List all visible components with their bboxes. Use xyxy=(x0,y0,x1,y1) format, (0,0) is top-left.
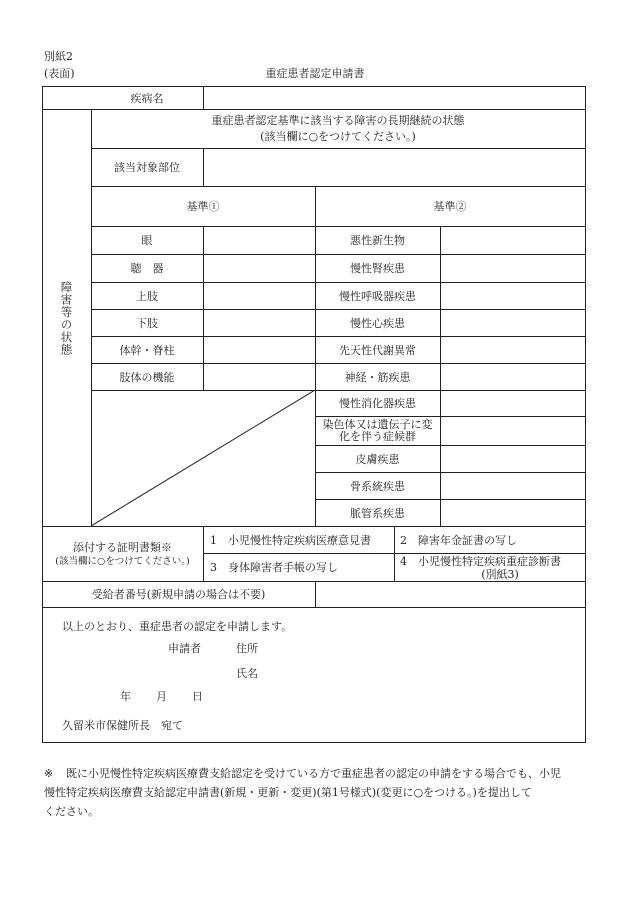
attachment-number: 別紙2 xyxy=(44,50,73,63)
criterion1-check-cell[interactable] xyxy=(204,337,315,363)
criterion2-header: 基準② xyxy=(433,200,467,213)
criterion2-item: 慢性消化器疾患 xyxy=(339,397,416,410)
criterion2-item: 慢性腎疾患 xyxy=(350,262,405,275)
target-part-field[interactable] xyxy=(204,149,585,186)
criterion1-check-cell[interactable] xyxy=(204,283,315,309)
criterion1-header: 基準① xyxy=(186,200,220,213)
criterion1-check-cell[interactable] xyxy=(204,364,315,390)
disease-name-label: 疾病名 xyxy=(130,91,164,105)
side-label: (表面) xyxy=(44,67,75,80)
name-field[interactable] xyxy=(262,663,572,683)
address-field[interactable] xyxy=(262,638,572,658)
criterion1-item: 下肢 xyxy=(136,316,158,330)
criterion1-item: 眼 xyxy=(141,234,153,247)
diagonal-strike xyxy=(91,390,315,526)
disability-status-label: 障害等の状態 xyxy=(59,280,74,356)
attachments-note: (該当欄に○をつけてください。) xyxy=(55,556,190,567)
criteria-note-line2: (該当欄に○をつけてください。) xyxy=(260,130,416,143)
criterion2-item: 皮膚疾患 xyxy=(355,452,400,466)
criterion2-item: 染色体又は遺伝子に変化を伴う症候群 xyxy=(322,418,433,443)
criterion2-check-column[interactable] xyxy=(441,227,585,526)
criterion2-item: 慢性心疾患 xyxy=(350,316,405,330)
attachment-item-3[interactable]: 3 身体障害者手帳の写し xyxy=(210,561,338,574)
date-day-label: 日 xyxy=(192,690,203,703)
criterion1-item: 上肢 xyxy=(136,289,158,303)
criterion1-check-cell[interactable] xyxy=(204,227,315,254)
criterion2-item: 神経・筋疾患 xyxy=(344,370,411,384)
disease-name-field[interactable] xyxy=(204,87,585,109)
criterion1-item: 肢体の機能 xyxy=(119,370,175,384)
name-label: 氏名 xyxy=(236,667,258,680)
criterion2-item: 脈管系疾患 xyxy=(350,506,405,520)
footnote-mark: ※ xyxy=(44,767,54,780)
application-statement: 以上のとおり、重症患者の認定を申請します。 xyxy=(62,620,293,633)
attachment-item-1[interactable]: 1 小児慢性特定疾病医療意見書 xyxy=(210,534,371,547)
attachment-item-2[interactable]: 2 障害年金証書の写し xyxy=(400,534,517,547)
criterion1-check-cell[interactable] xyxy=(204,255,315,282)
page-title: 重症患者認定申請書 xyxy=(265,67,365,80)
criterion1-item: 体幹・脊柱 xyxy=(119,343,175,357)
attachments-label: 添付する証明書類※ xyxy=(73,541,172,554)
footnote-line3: ください。 xyxy=(44,805,99,818)
criterion2-item: 先天性代謝異常 xyxy=(339,343,416,357)
criteria-note-line1: 重症患者認定基準に該当する障害の長期継続の状態 xyxy=(211,114,465,127)
target-part-label: 該当対象部位 xyxy=(114,161,180,174)
criterion2-item: 悪性新生物 xyxy=(350,234,405,247)
date-year-label: 年 xyxy=(120,690,131,703)
criterion1-item: 聴 器 xyxy=(130,262,164,275)
applicant-label: 申請者 xyxy=(168,642,201,655)
criterion1-check-cell[interactable] xyxy=(204,310,315,336)
recipient-number-field[interactable] xyxy=(316,582,585,607)
footnote-line1: 既に小児慢性特定疾病医療費支給認定を受けている方で重症患者の認定の申請をする場合でも、小児 xyxy=(66,767,561,780)
address-label: 住所 xyxy=(236,642,258,655)
recipient-number-label: 受給者番号(新規申請の場合は不要) xyxy=(91,588,266,601)
date-month-label: 月 xyxy=(156,690,167,703)
addressee: 久留米市保健所長 宛て xyxy=(62,719,183,732)
attachment-item-4[interactable]: 4 小児慢性特定疾病重症診断書 xyxy=(400,555,561,568)
criterion2-item: 骨系統疾患 xyxy=(350,479,405,493)
criterion2-item: 慢性呼吸器疾患 xyxy=(339,289,416,303)
footnote-line2: 慢性特定疾病医療費支給認定申請書(新規・更新・変更)(第1号様式)(変更に○をつける。)を提出して xyxy=(44,786,532,799)
attachment-item-4-sub: (別紙3) xyxy=(481,568,519,581)
